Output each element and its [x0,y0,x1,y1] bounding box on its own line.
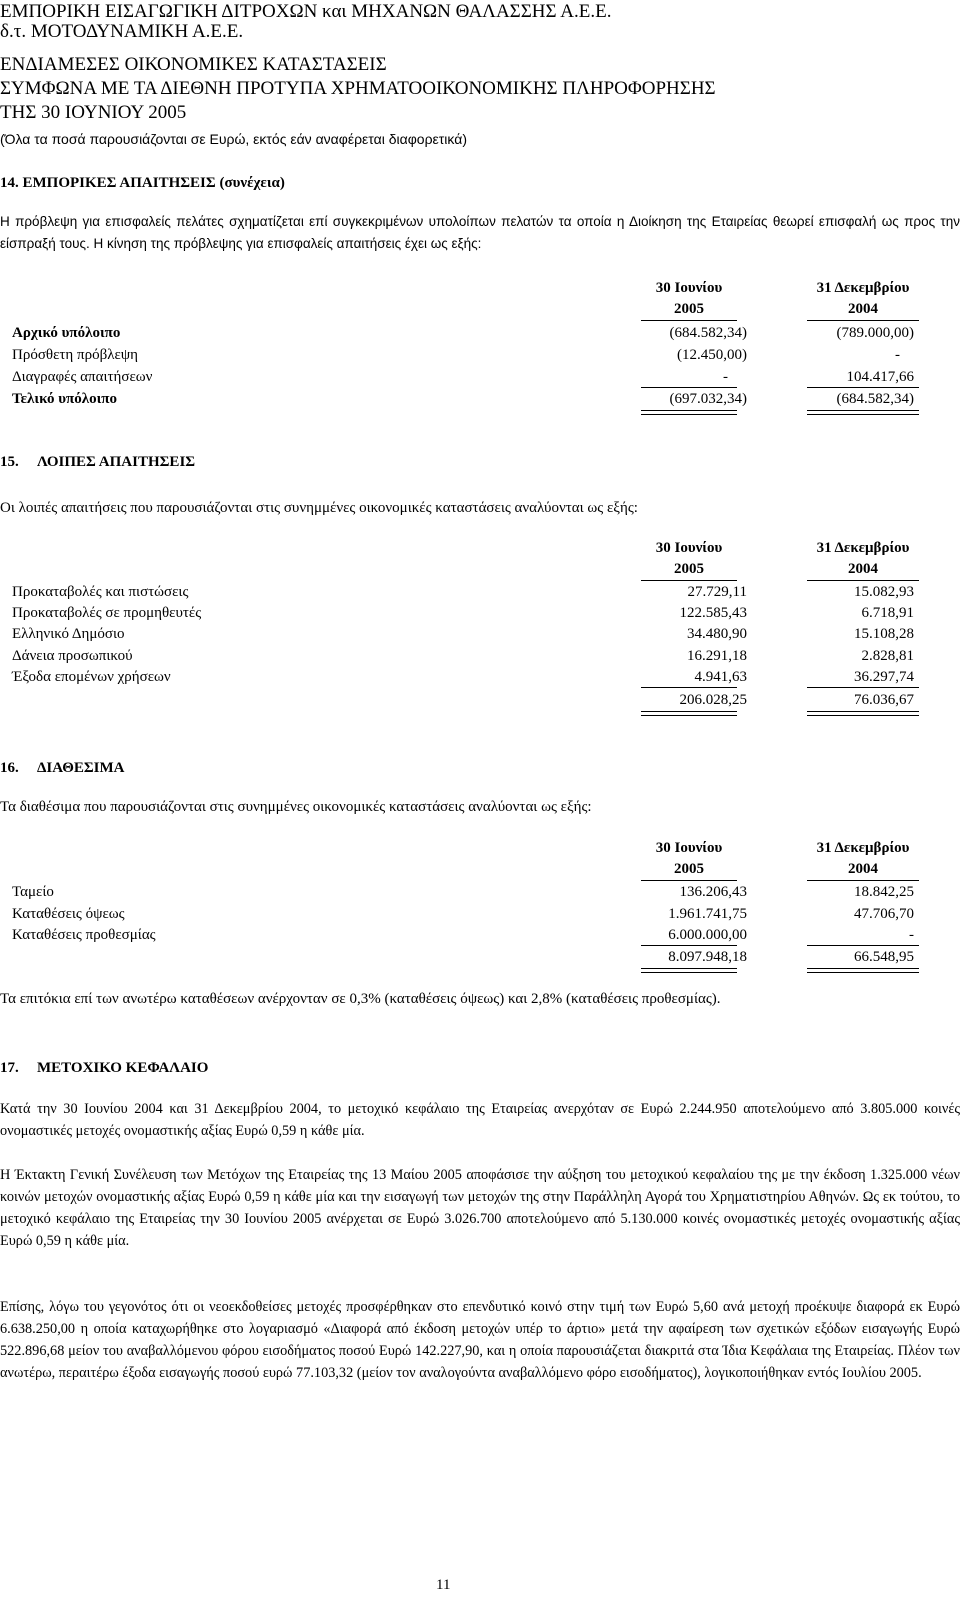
section-17-number: 17. [0,1060,19,1076]
s16-header-rule-1 [641,880,737,881]
s16-row-2004: - [909,927,914,943]
section-17-paragraph-2: Η Έκτακτη Γενική Συνέλευση των Μετόχων της Εταιρείας της 13 Μαίου 2005 αποφάσισε την αύξηση του μετοχικού κεφαλαίου της με την έκδοση 1.325.000 νέων κοινών μετοχών ονομαστικής αξίας Ευρώ 0,59 η κάθε μία και την εισαγωγή των μετοχών της στην Παράλληλη Αγορά του Χρηματιστηρίου Αθηνών. Ως εκ τούτου, το μετοχικό κεφάλαιο της Εταιρείας την 30 Ιουνίου 2005 ανέρχεται σε Ευρώ 3.026.700 αποτελούμενο από 5.130.000 κοινές ονομαστικές μετοχές ονομαστικής αξίας Ευρώ 0,59 η κάθε μία. [0,1167,960,1249]
s16-col1-line1: 30 Ιουνίου [655,840,723,856]
s15-subtotal-rule-2 [807,687,919,688]
section-16-intro: Τα διαθέσιμα που παρουσιάζονται στις συνημμένες οικονομικές καταστάσεις αναλύονται ως εξής: [0,799,592,815]
s14-col2-line2: 2004 [848,301,878,317]
s16-row-2004: 47.706,70 [854,906,914,922]
s16-subtotal-rule-1 [641,945,737,946]
s15-row-label: Δάνεια προσωπικού [12,648,133,664]
s14-total-double-rule-1 [641,410,737,415]
s15-row-2005: 4.941,63 [694,669,747,685]
s16-row-label: Ταμείο [12,884,54,900]
s14-col2-header [807,278,919,320]
s16-row-2004: 18.842,25 [854,884,914,900]
s14-row-label: Αρχικό υπόλοιπο [12,325,121,341]
trade-name: δ.τ. ΜΟΤΟΔΥΝΑΜΙΚΗ Α.Ε.Ε. [0,21,244,42]
s16-col1-header [641,838,737,880]
currency-note: (Όλα τα ποσά παρουσιάζονται σε Ευρώ, εκτός εάν αναφέρεται διαφορετικά) [0,131,468,147]
s14-total-label: Τελικό υπόλοιπο [12,391,117,407]
s15-subtotal-rule-1 [641,687,737,688]
page-number: 11 [436,1577,451,1593]
section-16-title: ΔΙΑΘΕΣΙΜΑ [37,760,125,776]
s16-row-2005: 1.961.741,75 [668,906,747,922]
s14-subtotal-rule-2 [807,387,919,388]
company-name: ΕΜΠΟΡΙΚΗ ΕΙΣΑΓΩΓΙΚΗ ΔΙΤΡΟΧΩΝ και ΜΗΧΑΝΩΝ ΘΑΛΑΣΣΗΣ Α.Ε.Ε. [0,1,612,22]
s15-row-label: Έξοδα επομένων χρήσεων [12,669,171,685]
s15-total-2005: 206.028,25 [679,692,747,708]
s15-row-2004: 36.297,74 [854,669,914,685]
s16-header-rule-2 [807,880,919,881]
s15-row-label: Ελληνικό Δημόσιο [12,626,125,642]
s15-total-double-rule-2 [807,711,919,716]
s16-row-label: Καταθέσεις όψεως [12,906,125,922]
s16-total-double-rule-1 [641,968,737,973]
s16-row-2005: 136.206,43 [679,884,747,900]
s14-total-double-rule-2 [807,410,919,415]
s16-col1-line2: 2005 [674,861,704,877]
s15-col2-line1: 31 Δεκεμβρίου [816,540,910,556]
s15-row-2005: 27.729,11 [687,584,747,600]
s15-col2-line2: 2004 [848,561,878,577]
s14-row-2005: - [723,369,728,385]
section-14-title: 14. ΕΜΠΟΡΙΚΕΣ ΑΠΑΙΤΗΣΕΙΣ (συνέχεια) [0,175,285,191]
s15-total-2004: 76.036,67 [854,692,914,708]
section-16-number: 16. [0,760,19,776]
section-15-number: 15. [0,454,19,470]
s15-row-2004: 15.082,93 [854,584,914,600]
s15-row-2005: 34.480,90 [687,626,747,642]
s15-col1-header [641,538,737,580]
s14-row-2004: (789.000,00) [836,325,914,341]
s15-col2-header [807,538,919,580]
section-15-title: ΛΟΙΠΕΣ ΑΠΑΙΤΗΣΕΙΣ [37,454,196,470]
s14-header-rule-2 [807,320,919,321]
s14-row-label: Διαγραφές απαιτήσεων [12,369,153,385]
s14-total-2005: (697.032,34) [669,391,747,407]
s16-col2-line1: 31 Δεκεμβρίου [816,840,910,856]
s14-row-2004: - [895,347,900,363]
s14-row-label: Πρόσθετη πρόβλεψη [12,347,139,363]
s16-total-2005: 8.097.948,18 [668,949,747,965]
s16-row-label: Καταθέσεις προθεσμίας [12,927,156,943]
statements-title: ΕΝΔΙΑΜΕΣΕΣ ΟΙΚΟΝΟΜΙΚΕΣ ΚΑΤΑΣΤΑΣΕΙΣ [0,54,387,75]
s15-row-2004: 6.718,91 [861,605,914,621]
s14-header-rule-1 [641,320,737,321]
section-14-paragraph [0,211,960,255]
s14-col2-line1: 31 Δεκεμβρίου [816,280,910,296]
s15-row-2004: 2.828,81 [861,648,914,664]
s16-col2-header [807,838,919,880]
s16-total-2004: 66.548,95 [854,949,914,965]
section-15-intro: Οι λοιπές απαιτήσεις που παρουσιάζονται στις συνημμένες οικονομικές καταστάσεις αναλύονται ως εξής: [0,500,638,516]
s15-row-2005: 16.291,18 [687,648,747,664]
s16-row-2005: 6.000.000,00 [668,927,747,943]
section-14-para2: Η κίνηση της πρόβλεψης για επισφαλείς απαιτήσεις έχει ως εξής: [93,236,482,251]
s15-col1-line1: 30 Ιουνίου [655,540,723,556]
section-17-paragraph-3: Επίσης, λόγω του γεγονότος ότι οι νεοεκδοθείσες μετοχές προσφέρθηκαν στο επενδυτικό κοινό στην τιμή των Ευρώ 5,60 ανά μετοχή προέκυψε διαφορά εκ Ευρώ 6.638.250,00 η οποία καταχωρήθηκε στο λογαριασμό «Διαφορά από έκδοση μετοχών υπέρ το άρτιο» μετά την αφαίρεση των σχετικών εξόδων εισαγωγής Ευρώ 522.896,68 μείον του αναβαλλόμενου φόρου εισοδήματος ποσού Ευρώ 142.227,90, και η οποία παρουσιάζεται διακριτά στα Ίδια Κεφάλαια της Εταιρείας. Πλέον των ανωτέρω, περαιτέρω έξοδα εισαγωγής ποσού ευρώ 77.103,32 (μείον τον αναλογούντα αναβαλλόμενο φόρο εισοδήματος), λογικοποιήθηκαν εντός Ιουλίου 2005. [0,1299,960,1381]
s15-total-double-rule-1 [641,711,737,716]
s15-row-label: Προκαταβολές και πιστώσεις [12,584,189,600]
period-title: ΤΗΣ 30 ΙΟΥΝΙΟΥ 2005 [0,102,187,123]
section-17-title: ΜΕΤΟΧΙΚΟ ΚΕΦΑΛΑΙΟ [37,1060,209,1076]
s14-col1-line1: 30 Ιουνίου [655,280,723,296]
s14-col1-line2: 2005 [674,301,704,317]
s14-total-2004: (684.582,34) [836,391,914,407]
s14-row-2005: (12.450,00) [677,347,747,363]
section-17-paragraph-1: Κατά την 30 Ιουνίου 2004 και 31 Δεκεμβρίου 2004, το μετοχικό κεφάλαιο της Εταιρείας ανερχόταν σε Ευρώ 2.244.950 αποτελούμενο από 3.805.000 κοινές ονομαστικές μετοχές ονομαστικής αξίας Ευρώ 0,59 η κάθε μία. [0,1101,960,1139]
s15-row-2004: 15.108,28 [854,626,914,642]
s14-row-2004: 104.417,66 [846,369,914,385]
s15-col1-line2: 2005 [674,561,704,577]
s14-subtotal-rule-1 [641,387,737,388]
section-14-para1: Η πρόβλεψη για επισφαλείς πελάτες σχηματίζεται επί συγκεκριμένων υπολοίπων πελατών τα οποία η Διοίκηση της Εταιρείας θεωρεί επισφαλή ως προς την είσπραξή τους. [0,214,960,251]
s14-col1-header [641,278,737,320]
s16-total-double-rule-2 [807,968,919,973]
s14-row-2005: (684.582,34) [669,325,747,341]
s15-header-rule-2 [807,580,919,581]
s16-col2-line2: 2004 [848,861,878,877]
s16-subtotal-rule-2 [807,945,919,946]
s15-row-2005: 122.585,43 [679,605,747,621]
section-16-interest-note: Τα επιτόκια επί των ανωτέρω καταθέσεων ανέρχονταν σε 0,3% (καταθέσεις όψεως) και 2,8% (καταθέσεις προθεσμίας). [0,991,721,1007]
s15-row-label: Προκαταβολές σε προμηθευτές [12,605,202,621]
standards-title: ΣΥΜΦΩΝΑ ΜΕ ΤΑ ΔΙΕΘΝΗ ΠΡΟΤΥΠΑ ΧΡΗΜΑΤΟΟΙΚΟΝΟΜΙΚΗΣ ΠΛΗΡΟΦΟΡΗΣΗΣ [0,78,716,99]
s15-header-rule-1 [641,580,737,581]
